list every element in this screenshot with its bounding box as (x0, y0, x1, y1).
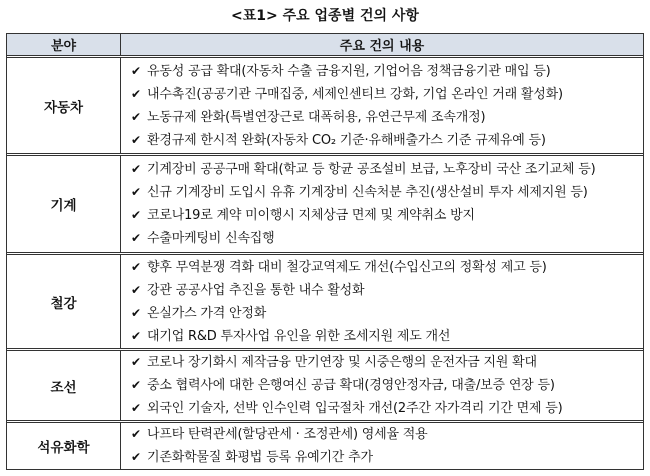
list-item (131, 227, 643, 250)
list-item (131, 374, 643, 397)
check-icon: ✔ (131, 378, 141, 392)
check-icon: ✔ (131, 401, 141, 415)
list-item (131, 60, 643, 83)
item-text: 노동규제 완화(특별연장근로 대폭허용, 유연근무제 조속개정) (147, 109, 486, 125)
content-cell (121, 351, 643, 420)
content-cell (121, 255, 643, 348)
table-row-petrochemical (7, 420, 643, 469)
item-text: 기계장비 공공구매 확대(학교 등 항균 공조설비 보급, 노후장비 국산 조기교체 등) (147, 162, 596, 177)
item-text: 기존화학물질 화평법 등록 유예기간 추가 (147, 450, 373, 465)
table-header-row (7, 34, 643, 55)
list-item (131, 256, 643, 279)
item-text: 신규 기계장비 도입시 유휴 기계장비 신속처분 추진(생산설비 투자 세제지원 등) (147, 185, 588, 200)
table-row-automobile (7, 55, 643, 153)
category-automobile: 자동차 (7, 58, 121, 153)
item-text: 대기업 R&D 투자사업 유인을 위한 조세지원 제도 개선 (147, 328, 451, 344)
category-steel: 철강 (7, 255, 121, 348)
category-machinery: 기계 (7, 156, 121, 252)
content-cell (121, 58, 643, 153)
list-item (131, 204, 643, 227)
check-icon: ✔ (131, 282, 141, 297)
check-icon: ✔ (131, 162, 141, 176)
list-item (131, 279, 643, 302)
item-text: 코로나19로 계약 미이행시 지체상금 면제 및 계약취소 방지 (147, 208, 475, 223)
item-text: 내수촉진(공공기관 구매집중, 세제인센티브 강화, 기업 온라인 거래 활성화) (147, 86, 563, 102)
header-category: 분야 (7, 34, 121, 55)
item-text: 나프타 탄력관세(할당관세 · 조정관세) 영세율 적용 (147, 427, 428, 442)
content-cell (121, 156, 643, 252)
list-item (131, 351, 643, 374)
suggestions-table (6, 33, 644, 470)
check-icon: ✔ (131, 328, 141, 343)
check-icon: ✔ (131, 208, 141, 222)
item-text: 온실가스 가격 안정화 (147, 305, 267, 321)
check-icon: ✔ (131, 427, 141, 441)
content-cell (121, 423, 643, 469)
check-icon: ✔ (131, 185, 141, 199)
table-row-machinery (7, 153, 643, 252)
item-text: 중소 협력사에 대한 은행여신 공급 확대(경영안정자금, 대출/보증 연장 등) (147, 378, 555, 393)
table-row-shipbuilding (7, 348, 643, 420)
list-item (131, 397, 643, 420)
item-text: 환경규제 한시적 완화(자동차 CO₂ 기준·유해배출가스 기준 규제유예 등) (147, 132, 546, 148)
check-icon: ✔ (131, 305, 141, 320)
list-item (131, 181, 643, 204)
list-item (131, 158, 643, 181)
item-text: 외국인 기술자, 선박 인수인력 입국절차 개선(2주간 자가격리 기간 면제 등) (147, 401, 563, 416)
list-item (131, 423, 643, 446)
table-row-steel (7, 252, 643, 348)
check-icon: ✔ (131, 355, 141, 369)
item-text: 유동성 공급 확대(자동차 수출 금융지원, 기업어음 정책금융기관 매입 등) (147, 63, 551, 79)
list-item (131, 446, 643, 469)
list-item (131, 83, 643, 106)
check-icon: ✔ (131, 86, 141, 101)
check-icon: ✔ (131, 132, 141, 147)
check-icon: ✔ (131, 109, 141, 124)
list-item (131, 129, 643, 152)
header-content: 주요 건의 내용 (339, 39, 425, 54)
category-petrochemical: 석유화학 (7, 423, 121, 469)
category-shipbuilding: 조선 (7, 351, 121, 420)
check-icon: ✔ (131, 259, 141, 274)
check-icon: ✔ (131, 63, 141, 78)
item-text: 강관 공공사업 추진을 통한 내수 활성화 (147, 282, 365, 298)
item-text: 향후 무역분쟁 격화 대비 철강교역제도 개선(수입신고의 정확성 제고 등) (147, 259, 547, 275)
table-title: <표1> 주요 업종별 건의 사항 (231, 8, 419, 24)
list-item (131, 325, 643, 348)
list-item (131, 106, 643, 129)
list-item (131, 302, 643, 325)
item-text: 수출마케팅비 신속집행 (147, 231, 275, 246)
item-text: 코로나 장기화시 제작금융 만기연장 및 시중은행의 운전자금 지원 확대 (147, 355, 537, 370)
check-icon: ✔ (131, 450, 141, 464)
check-icon: ✔ (131, 231, 141, 245)
